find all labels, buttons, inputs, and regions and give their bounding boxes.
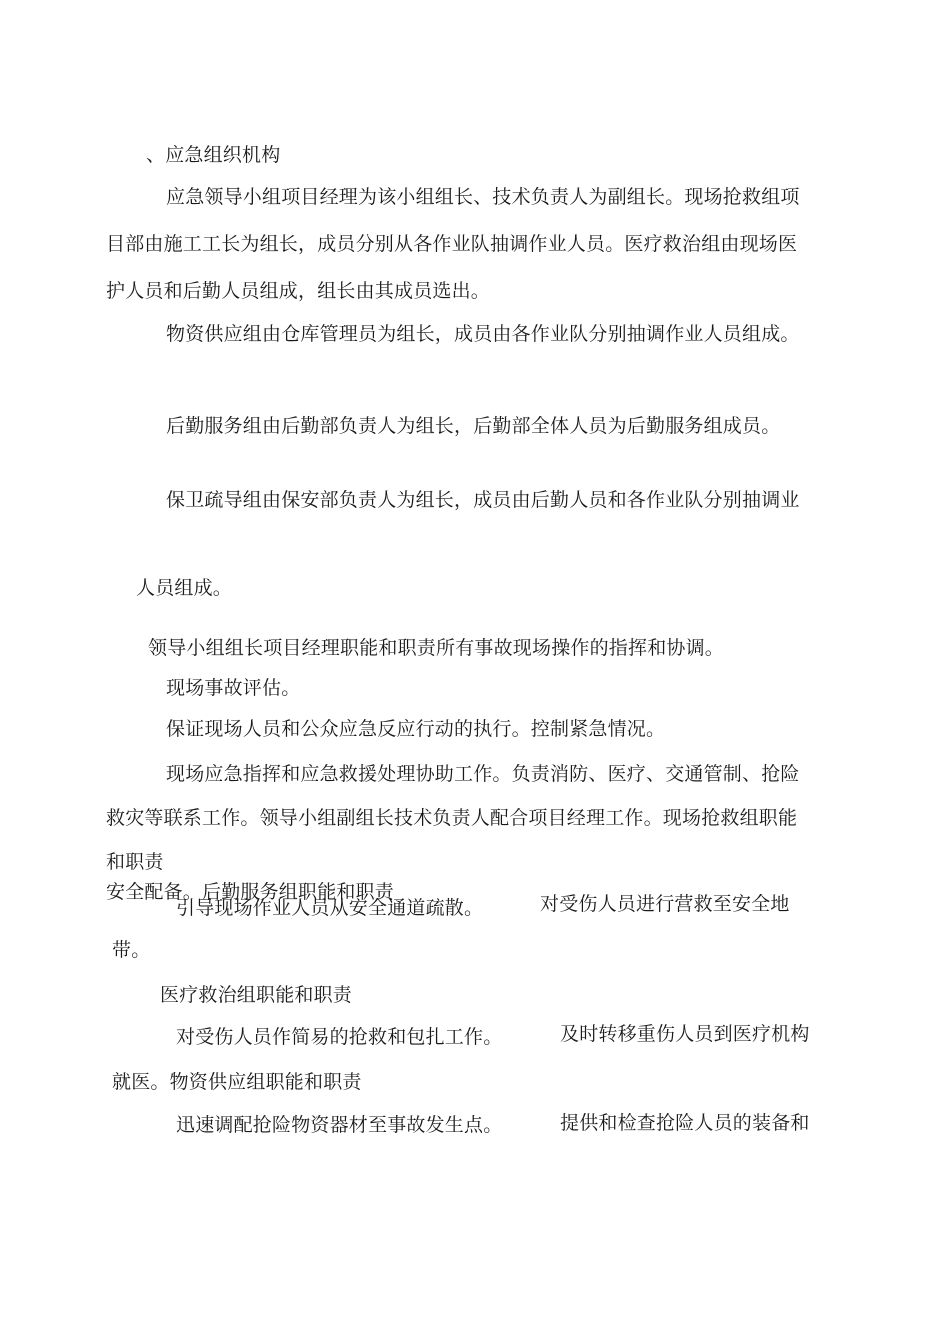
paragraph-line: 对受伤人员作简易的抢救和包扎工作。 xyxy=(176,1026,503,1048)
paragraph-line: 及时转移重伤人员到医疗机构 xyxy=(560,1023,810,1045)
paragraph-line: 保证现场人员和公众应急反应行动的执行。控制紧急情况。 xyxy=(166,718,666,740)
paragraph-line: 领导小组组长项目经理职能和职责所有事故现场操作的指挥和协调。 xyxy=(148,637,725,659)
paragraph-line: 提供和检查抢险人员的装备和 xyxy=(560,1112,810,1134)
paragraph-line: 救灾等联系工作。领导小组副组长技术负责人配合项目经理工作。现场抢救组职能 xyxy=(106,807,798,829)
paragraph-line: 对受伤人员进行营救至安全地 xyxy=(540,893,790,915)
paragraph-line: 护人员和后勤人员组成，组长由其成员选出。 xyxy=(106,280,491,302)
paragraph-line: 人员组成。 xyxy=(136,577,233,599)
section-heading: 、应急组织机构 xyxy=(146,144,281,166)
paragraph-line: 应急领导小组项目经理为该小组组长、技术负责人为副组长。现场抢救组项 xyxy=(166,186,800,208)
paragraph-line: 物资供应组由仓库管理员为组长，成员由各作业队分别抽调作业人员组成。 xyxy=(166,323,800,345)
paragraph-line: 后勤服务组由后勤部负责人为组长，后勤部全体人员为后勤服务组成员。 xyxy=(166,415,781,437)
paragraph-line: 现场应急指挥和应急救援处理协助工作。负责消防、医疗、交通管制、抢险 xyxy=(166,763,800,785)
paragraph-line: 带。 xyxy=(112,939,151,961)
paragraph-line: 现场事故评估。 xyxy=(166,677,301,699)
paragraph-line: 迅速调配抢险物资器材至事故发生点。 xyxy=(176,1114,503,1136)
paragraph-line: 目部由施工工长为组长，成员分别从各作业队抽调作业人员。医疗救治组由现场医 xyxy=(106,233,798,255)
paragraph-line: 就医。物资供应组职能和职责 xyxy=(112,1071,362,1093)
paragraph-line: 保卫疏导组由保安部负责人为组长，成员由后勤人员和各作业队分别抽调业 xyxy=(166,489,800,511)
overlapping-line: 安全配备。后勤服务组职能和职责 xyxy=(106,881,395,903)
overlapping-line: 引导现场作业人员从安全通道疏散。 xyxy=(176,897,484,919)
subheading: 医疗救治组职能和职责 xyxy=(160,984,353,1006)
paragraph-line: 和职责 xyxy=(106,851,164,873)
